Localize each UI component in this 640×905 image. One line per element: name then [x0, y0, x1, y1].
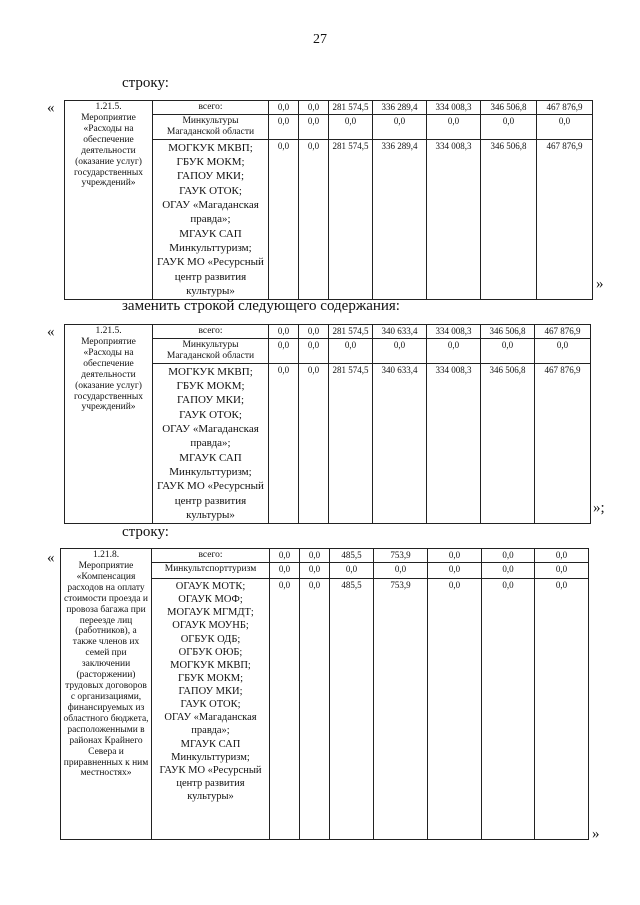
value-cell: 281 574,5: [329, 101, 373, 115]
row-name-cell: [61, 549, 152, 840]
institution-item: ГАПОУ МКИ;: [176, 394, 245, 407]
value-cell: 0,0: [299, 139, 329, 299]
value-cell: 281 574,5: [329, 139, 373, 299]
value-cell: 467 876,9: [537, 101, 593, 115]
value-cell: 0,0: [427, 339, 481, 364]
value-cell: 0,0: [299, 363, 329, 523]
institution-item: ОГБУК ОЮБ;: [178, 646, 243, 658]
institution-item: ОГБУК ОДБ;: [180, 633, 241, 645]
value-cell: 753,9: [374, 549, 428, 563]
institution-item: МОГКУК МКВП;: [170, 659, 251, 671]
institution-item: ОГАУ «Магаданская правда»;: [162, 423, 259, 450]
value-cell: 0,0: [482, 549, 535, 563]
institution-item: ГБУК МОКМ;: [176, 156, 245, 169]
value-cell: 467 876,9: [535, 363, 591, 523]
value-cell: 0,0: [428, 563, 482, 579]
heading-3: строку:: [122, 524, 169, 540]
value-cell: 0,0: [299, 325, 329, 339]
value-cell: 346 506,8: [481, 363, 535, 523]
value-cell: 0,0: [482, 579, 535, 840]
institution-item: ГАУК ОТОК;: [179, 184, 242, 197]
value-cell: 0,0: [269, 339, 299, 364]
value-cell: 0,0: [535, 579, 589, 840]
institution-item: МОГКУК МКВП;: [168, 141, 253, 154]
institution-item: ОГАУ «Магаданская правда»;: [164, 712, 257, 737]
row-code: 1.21.5.: [95, 102, 122, 112]
value-cell: 753,9: [374, 579, 428, 840]
value-cell: 0,0: [330, 563, 374, 579]
value-cell: 336 289,4: [373, 139, 427, 299]
value-cell: 0,0: [373, 339, 427, 364]
row-name: Мероприятие «Компенсация расходов на оплату стоимости проезда и провоза багажа при переезде лиц (работников), а также членов их семей при заключении (расторжении) трудовых договоров с организациями, финансируемых из областного бюджета, расположенными в районах Крайнего Севера и приравненных к ним местностях»: [63, 560, 149, 779]
row-code: 1.21.5.: [95, 326, 122, 336]
quote-close-1: »: [596, 276, 604, 292]
value-cell: 0,0: [374, 563, 428, 579]
value-cell: 485,5: [330, 549, 374, 563]
institution-item: ГАПОУ МКИ;: [176, 170, 245, 183]
value-cell: 0,0: [329, 115, 373, 140]
row-name-cell: [65, 325, 153, 524]
value-cell: 0,0: [535, 563, 589, 579]
value-cell: 0,0: [537, 115, 593, 140]
institution-item: ГАУК ОТОК;: [180, 699, 241, 711]
value-cell: 0,0: [299, 115, 329, 140]
heading-1: строку:: [122, 75, 169, 91]
source-total: всего:: [153, 101, 269, 115]
quote-open-2: «: [47, 324, 55, 340]
value-cell: 0,0: [269, 139, 299, 299]
institution-item: ГАУК МО «Ресурсный центр развития культуры»: [159, 764, 262, 802]
row-name: Мероприятие «Расходы на обеспечение деятельности (оказание услуг) государственных учреждений»: [73, 112, 143, 189]
institution-item: ГАУК МО «Ресурсный центр развития культуры»: [157, 480, 264, 521]
table-2: [64, 324, 591, 524]
value-cell: 0,0: [481, 115, 537, 140]
value-cell: 0,0: [270, 579, 300, 840]
value-cell: 0,0: [300, 579, 330, 840]
value-cell: 0,0: [300, 549, 330, 563]
value-cell: 0,0: [300, 563, 330, 579]
value-cell: 340 633,4: [373, 325, 427, 339]
institution-item: МГАУК САП Минкульттуризм;: [171, 738, 250, 763]
value-cell: 0,0: [270, 563, 300, 579]
value-cell: 0,0: [373, 115, 427, 140]
quote-close-2: »;: [593, 500, 605, 516]
value-cell: 336 289,4: [373, 101, 427, 115]
value-cell: 281 574,5: [329, 363, 373, 523]
value-cell: 0,0: [535, 549, 589, 563]
value-cell: 467 876,9: [537, 139, 593, 299]
value-cell: 0,0: [269, 115, 299, 140]
heading-2: заменить строкой следующего содержания:: [122, 298, 400, 314]
value-cell: 334 008,3: [427, 363, 481, 523]
quote-close-3: »: [592, 826, 600, 842]
institution-item: МГАУК САП Минкульттуризм;: [169, 451, 252, 478]
quote-open-3: «: [47, 550, 55, 566]
value-cell: 281 574,5: [329, 325, 373, 339]
page-number: 27: [313, 32, 327, 47]
value-cell: 0,0: [269, 325, 299, 339]
value-cell: 0,0: [329, 339, 373, 364]
institution-item: ОГАУК МОТК;: [175, 581, 246, 592]
source-ministry: Минкультспорттуризм: [152, 563, 270, 579]
institution-item: МОГАУК МГМДТ;: [167, 607, 254, 619]
institution-item: ГАУК МО «Ресурсный центр развития культуры»: [157, 256, 264, 297]
source-total: всего:: [153, 325, 269, 339]
value-cell: 340 633,4: [373, 363, 427, 523]
value-cell: 0,0: [269, 363, 299, 523]
institution-item: МОГКУК МКВП;: [168, 365, 253, 378]
value-cell: 0,0: [535, 339, 591, 364]
value-cell: 0,0: [428, 579, 482, 840]
table-3: [60, 548, 589, 840]
source-institutions: [153, 363, 269, 523]
value-cell: 334 008,3: [427, 325, 481, 339]
value-cell: 0,0: [270, 549, 300, 563]
source-ministry: Минкультуры Магаданской области: [153, 115, 269, 140]
row-name-cell: [65, 101, 153, 300]
institution-item: ОГАУК МОУНБ;: [172, 620, 249, 632]
value-cell: 0,0: [428, 549, 482, 563]
value-cell: 0,0: [481, 339, 535, 364]
source-ministry: Минкультуры Магаданской области: [153, 339, 269, 364]
value-cell: 334 008,3: [427, 139, 481, 299]
value-cell: 467 876,9: [535, 325, 591, 339]
institution-item: ГАПОУ МКИ;: [178, 686, 243, 697]
institution-item: ГБУК МОКМ;: [176, 380, 245, 393]
value-cell: 0,0: [482, 563, 535, 579]
value-cell: 485,5: [330, 579, 374, 840]
institution-item: ГБУК МОКМ;: [178, 672, 243, 684]
row-name: Мероприятие «Расходы на обеспечение деятельности (оказание услуг) государственных учреждений»: [73, 336, 143, 413]
value-cell: 346 506,8: [481, 325, 535, 339]
value-cell: 334 008,3: [427, 101, 481, 115]
source-institutions: [153, 139, 269, 299]
institution-item: МГАУК САП Минкульттуризм;: [169, 227, 252, 254]
value-cell: 0,0: [427, 115, 481, 140]
source-total: всего:: [152, 549, 270, 563]
institution-item: ОГАУ «Магаданская правда»;: [162, 199, 259, 226]
value-cell: 0,0: [269, 101, 299, 115]
row-code: 1.21.8.: [92, 550, 120, 560]
value-cell: 0,0: [299, 101, 329, 115]
institution-item: ГАУК ОТОК;: [179, 408, 242, 421]
value-cell: 346 506,8: [481, 101, 537, 115]
quote-open-1: «: [47, 100, 55, 116]
value-cell: 346 506,8: [481, 139, 537, 299]
institution-item: ОГАУК МОФ;: [178, 594, 243, 606]
value-cell: 0,0: [299, 339, 329, 364]
table-1: [64, 100, 593, 300]
source-institutions: [152, 579, 270, 840]
